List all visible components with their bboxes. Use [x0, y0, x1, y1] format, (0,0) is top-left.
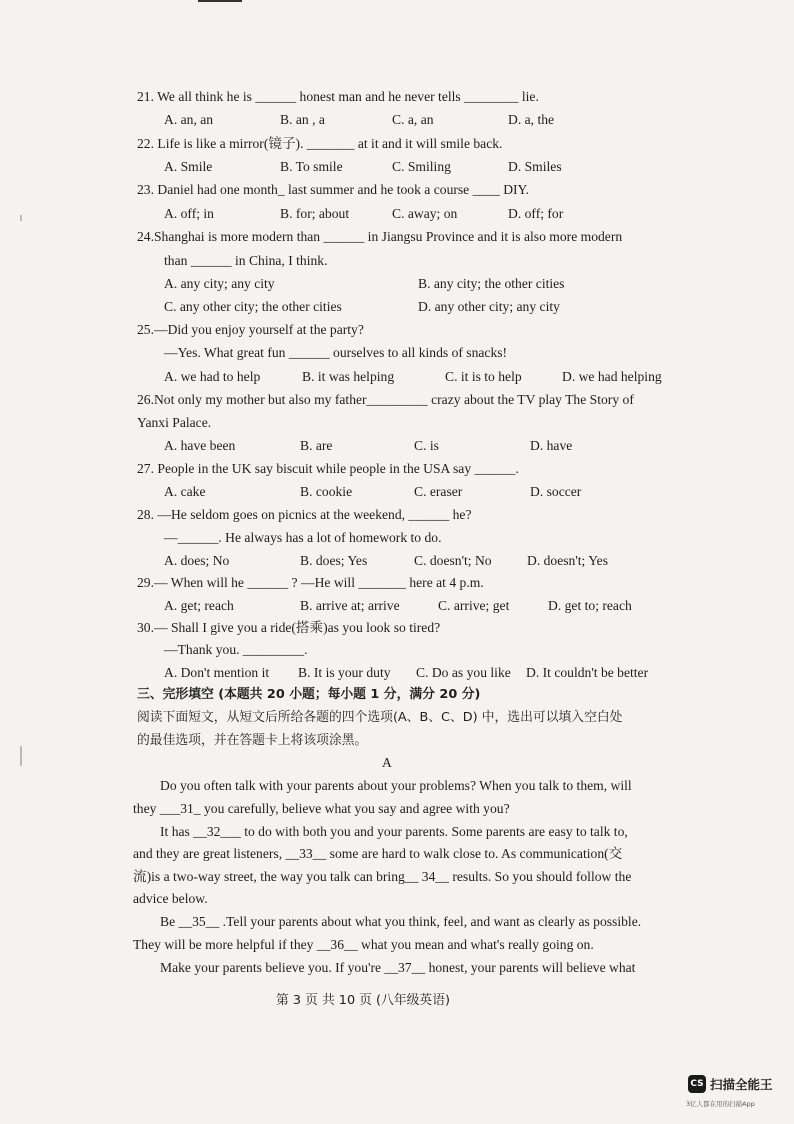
question-21-option-b: B. an , a [280, 112, 325, 127]
question-21-stem: 21. We all think he is ______ honest man and he never tells ________ lie. [137, 89, 539, 104]
question-22-option-c: C. Smiling [392, 159, 451, 174]
question-23-stem: 23. Daniel had one month_ last summer and he took a course ____ DIY. [137, 182, 530, 197]
question-30-option-c: C. Do as you like [416, 665, 511, 680]
question-27-option-b: B. cookie [300, 484, 353, 499]
question-28-stem-continued: —______. He always has a lot of homework to do. [164, 530, 442, 545]
question-24-stem-continued: than ______ in China, I think. [164, 253, 328, 268]
question-24-option-a: A. any city; any city [164, 276, 275, 291]
question-29-option-b: B. arrive at; arrive [300, 598, 400, 613]
passage-line: Do you often talk with your parents about your problems? When you talk to them, will [160, 778, 632, 793]
question-25-option-a: A. we had to help [164, 369, 261, 384]
question-22-stem: 22. Life is like a mirror(镜子). _______ at it and it will smile back. [137, 136, 503, 151]
question-21-option-c: C. a, an [392, 112, 434, 127]
question-29-option-d: D. get to; reach [548, 598, 632, 613]
question-22-option-a: A. Smile [164, 159, 213, 174]
question-23-option-b: B. for; about [280, 206, 350, 221]
question-30-stem-continued: —Thank you. _________. [164, 642, 308, 657]
question-28-stem: 28. —He seldom goes on picnics at the weekend, ______ he? [137, 507, 472, 522]
passage-line: they ___31_ you carefully, believe what you say and agree with you? [133, 801, 510, 816]
question-24-stem: 24.Shanghai is more modern than ______ in Jiangsu Province and it is also more modern [137, 229, 623, 244]
question-30-option-a: A. Don't mention it [164, 665, 270, 680]
question-27-option-a: A. cake [164, 484, 206, 499]
question-24-option-b: B. any city; the other cities [418, 276, 565, 291]
scanner-watermark [688, 1075, 773, 1093]
question-25-option-d: D. we had helping [562, 369, 662, 384]
question-30-option-d: D. It couldn't be better [526, 665, 649, 680]
page-footer: 第 3 页 共 10 页 (八年级英语) [276, 993, 450, 1008]
question-29-option-a: A. get; reach [164, 598, 234, 613]
question-24-option-c: C. any other city; the other cities [164, 299, 342, 314]
question-28-option-b: B. does; Yes [300, 553, 368, 568]
question-26-option-b: B. are [300, 438, 333, 453]
question-22-option-b: B. To smile [280, 159, 343, 174]
question-29-option-c: C. arrive; get [438, 598, 510, 613]
question-24-option-d: D. any other city; any city [418, 299, 560, 314]
passage-line: 流)is a two-way street, the way you talk can bring__ 34__ results. So you should follow the [133, 869, 632, 884]
question-26-stem: 26.Not only my mother but also my father_________ crazy about the TV play The Story of [137, 392, 634, 407]
question-25-option-b: B. it was helping [302, 369, 395, 384]
question-23-option-c: C. away; on [392, 206, 458, 221]
question-26-option-c: C. is [414, 438, 439, 453]
question-28-option-a: A. does; No [164, 553, 230, 568]
passage-line: and they are great listeners, __33__ some are hard to walk close to. As communication(交 [133, 846, 623, 861]
passage-label: A [382, 755, 392, 770]
question-27-option-c: C. eraser [414, 484, 463, 499]
top-edge-mark [198, 0, 242, 2]
question-21-option-d: D. a, the [508, 112, 555, 127]
section-instruction: 阅读下面短文，从短文后所给各题的四个选项(A、B、C、D) 中，选出可以填入空白处 [137, 710, 623, 725]
question-26-option-a: A. have been [164, 438, 236, 453]
passage-line: They will be more helpful if they __36__ what you mean and what's really going on. [133, 937, 594, 952]
section-title: 三、完形填空 (本题共 20 小题；每小题 1 分，满分 20 分) [137, 687, 481, 702]
passage-line: Be __35__ .Tell your parents about what you think, feel, and want as clearly as possible. [160, 914, 642, 929]
passage-line: It has __32___ to do with both you and your parents. Some parents are easy to talk to, [160, 824, 628, 839]
question-26-option-d: D. have [530, 438, 573, 453]
camscanner-logo-icon: CS [688, 1075, 706, 1093]
question-23-option-a: A. off; in [164, 206, 214, 221]
scanner-tagline: 3亿人都在用的扫描App [686, 1100, 755, 1108]
passage-line: Make your parents believe you. If you're __37__ honest, your parents will believe what [160, 960, 636, 975]
section-instruction-continued: 的最佳选项，并在答题卡上将该项涂黑。 [137, 733, 368, 748]
question-28-option-d: D. doesn't; Yes [527, 553, 609, 568]
passage-line: advice below. [133, 891, 208, 906]
question-25-stem: 25.—Did you enjoy yourself at the party? [137, 322, 364, 337]
question-21-option-a: A. an, an [164, 112, 214, 127]
question-25-stem-continued: —Yes. What great fun ______ ourselves to all kinds of snacks! [164, 345, 508, 360]
question-25-option-c: C. it is to help [445, 369, 522, 384]
margin-mark [20, 215, 22, 221]
margin-mark [20, 746, 22, 766]
question-30-stem: 30.— Shall I give you a ride(搭乘)as you look so tired? [137, 620, 441, 635]
scanner-app-name: 扫描全能王 [710, 1077, 773, 1092]
question-26-stem-continued: Yanxi Palace. [137, 415, 212, 430]
question-23-option-d: D. off; for [508, 206, 564, 221]
question-22-option-d: D. Smiles [508, 159, 562, 174]
question-27-stem: 27. People in the UK say biscuit while people in the USA say ______. [137, 461, 519, 476]
question-28-option-c: C. doesn't; No [414, 553, 492, 568]
question-29-stem: 29.— When will he ______ ? —He will _______ here at 4 p.m. [137, 575, 484, 590]
question-27-option-d: D. soccer [530, 484, 582, 499]
question-30-option-b: B. It is your duty [298, 665, 391, 680]
